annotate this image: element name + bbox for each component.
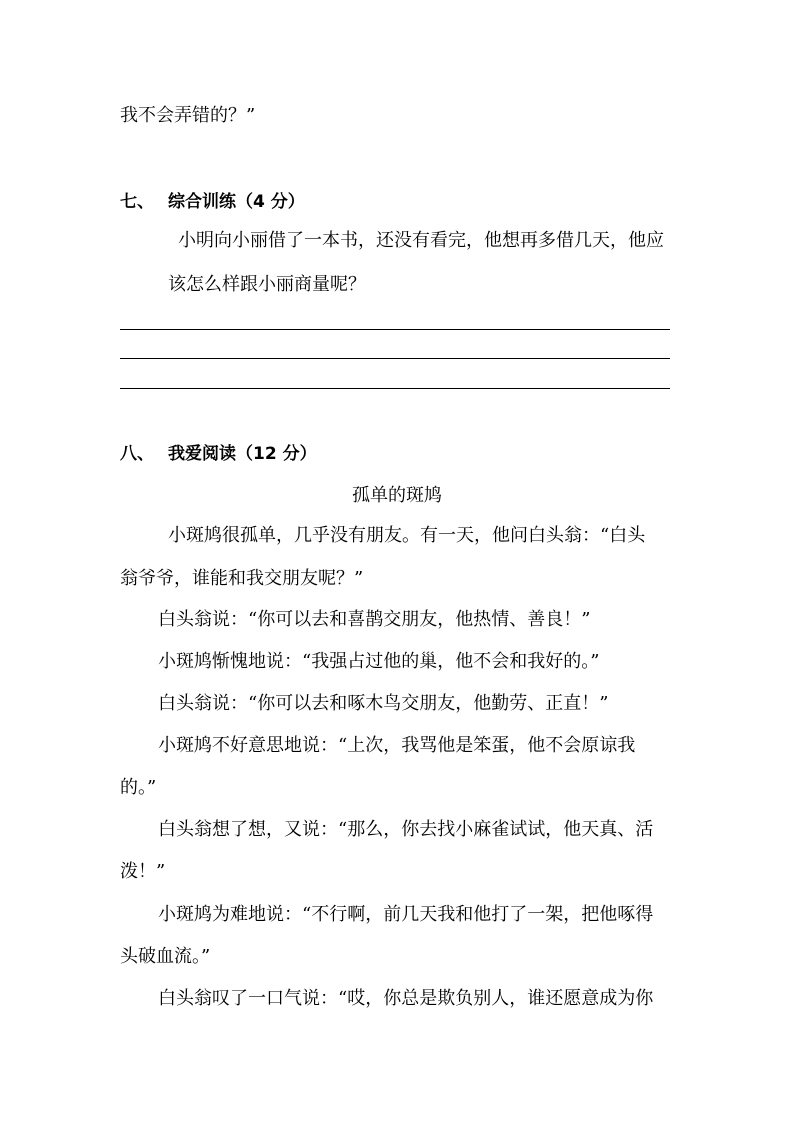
answer-line[interactable] <box>120 388 670 389</box>
answer-line[interactable] <box>120 358 670 359</box>
section-7-title: 综合训练（4 分） <box>168 192 305 212</box>
story-paragraph-line: 白头翁想了想，又说：“那么，你去找小麻雀试试，他天真、活 <box>158 819 654 840</box>
story-paragraph-line: 翁爷爷，谁能和我交朋友呢？” <box>120 568 364 589</box>
section-7-number: 七、 <box>120 192 154 212</box>
story-paragraph-line: 泼！” <box>120 861 166 882</box>
section-8-number: 八、 <box>120 444 154 464</box>
story-paragraph-line: 小斑鸠很孤单，几乎没有朋友。有一天，他问白头翁：“白头 <box>168 525 646 546</box>
carryover-text: 我不会弄错的？” <box>120 105 256 126</box>
story-paragraph-line: 白头翁叹了一口气说：“哎，你总是欺负别人，谁还愿意成为你 <box>158 988 654 1009</box>
story-paragraph-line: 小斑鸠为难地说：“不行啊，前几天我和他打了一架，把他啄得 <box>158 904 654 925</box>
story-title: 孤单的斑鸠 <box>352 485 442 506</box>
story-paragraph-line: 小斑鸠不好意思地说：“上次，我骂他是笨蛋，他不会原谅我 <box>158 735 636 756</box>
answer-line[interactable] <box>120 329 670 330</box>
story-paragraph-line: 小斑鸠惭愧地说：“我强占过他的巢，他不会和我好的。” <box>158 651 600 672</box>
section-8-heading <box>120 442 317 466</box>
story-paragraph-line: 的。” <box>120 777 157 798</box>
section-7-prompt-line-1: 小明向小丽借了一本书，还没有看完，他想再多借几天，他应 <box>178 230 664 251</box>
story-paragraph-line: 头破血流。” <box>120 946 211 967</box>
section-8-title: 我爱阅读（12 分） <box>168 444 317 464</box>
story-paragraph-line: 白头翁说：“你可以去和啄木鸟交朋友，他勤劳、正直！” <box>158 693 609 714</box>
section-7-prompt-line-2: 该怎么样跟小丽商量呢？ <box>168 274 366 295</box>
section-7-heading <box>120 190 305 214</box>
story-paragraph-line: 白头翁说：“你可以去和喜鹊交朋友，他热情、善良！” <box>158 609 591 630</box>
